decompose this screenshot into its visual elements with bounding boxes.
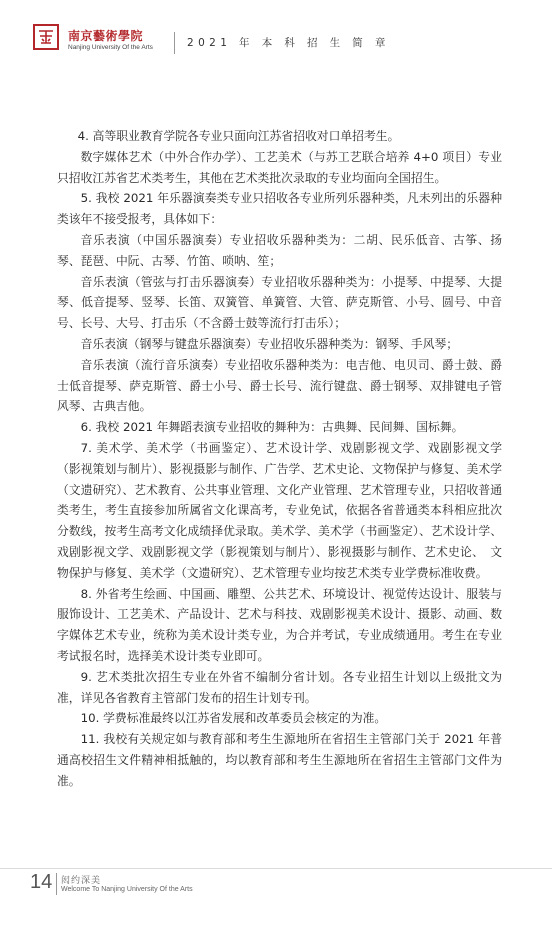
- page-header: [0, 0, 552, 70]
- document-body: [57, 126, 502, 792]
- university-name-en: Nanjing University Of the Arts: [68, 44, 153, 51]
- paragraph-6: 6. 我校 2021 年舞蹈表演专业招收的舞种为：古典舞、民间舞、国标舞。: [80, 420, 464, 435]
- header-divider: [174, 32, 175, 54]
- paragraph-5-pop-instruments: 音乐表演（流行音乐演奏）专业招收乐器种类为：电吉他、电贝司、爵士鼓、爵士低音提琴、萨克斯管、爵士小号、爵士长号、流行键盘、爵士钢琴、双排键电子管风琴、古典吉他。: [57, 357, 502, 414]
- page-number: 14: [30, 871, 53, 893]
- footer-divider: [56, 873, 57, 895]
- paragraph-5-orchestral-instruments: 音乐表演（管弦与打击乐器演奏）专业招收乐器种类为：小提琴、中提琴、大提琴、低音提琴、竖琴、长笛、双簧管、单簧管、大管、萨克斯管、小号、圆号、中音号、长号、大号、打击乐（不含爵士鼓等流行打击乐）；: [57, 274, 502, 331]
- paragraph-5-keyboard-instruments: 音乐表演（钢琴与键盘乐器演奏）专业招收乐器种类为：钢琴、手风琴；: [80, 336, 459, 351]
- university-name-cn: 南京藝術學院: [68, 29, 144, 43]
- paragraph-4: 4. 高等职业教育学院各专业只面向江苏省招收对口单招考生。: [77, 129, 400, 143]
- document-title: 2021 年 本 科 招 生 简 章: [187, 37, 390, 49]
- paragraph-10: 10. 学费标准最终以江苏省发展和改革委员会核定的为准。: [80, 711, 387, 726]
- footer-slogan-en: Welcome To Nanjing University Of the Arts: [61, 886, 193, 893]
- paragraph-8: 8. 外省考生绘画、中国画、雕塑、公共艺术、环境设计、视觉传达设计、服装与服饰设计、工艺美术、产品设计、艺术与科技、戏剧影视美术设计、摄影、动画、数字媒体艺术专业，统称为美术设计类专业，为合并考试，专业成绩通用。考生在专业考试报名时，选择美术设计类专业即可。: [57, 586, 502, 663]
- footer-slogan-cn: 闳约深美: [61, 876, 102, 886]
- paragraph-4-note: 数字媒体艺术（中外合作办学）、工艺美术（与苏工艺联合培养 4+0 项目）专业只招收江苏省艺术类考生，其他在艺术类批次录取的专业均面向全国招生。: [57, 149, 502, 185]
- footer-rule: [0, 868, 552, 869]
- paragraph-5-chinese-instruments: 音乐表演（中国乐器演奏）专业招收乐器种类为：二胡、民乐低音、古筝、扬琴、琵琶、中阮、古琴、竹笛、唢呐、笙；: [57, 232, 502, 268]
- paragraph-7: 7. 美术学、美术学（书画鉴定）、艺术设计学、戏剧影视文学、戏剧影视文学（影视策划与制片）、影视摄影与制作、广告学、艺术史论、文物保护与修复、美术学（文遗研究）、艺术教育、公共事业管理、文化产业管理、艺术管理专业，只招收普通类考生，考生直接参加所属省文化课高考，专业免试，依据各省普通类本科相应批次分数线，按考生高考文化成绩择优录取。美术学、美术学（书画鉴定）、艺术设计学、戏剧影视文学、戏剧影视文学（影视策划与制片）、影视摄影与制作、艺术史论、 文物保护与修复、美术学（文遗研究）、艺术管理专业均按艺术类专业学费标准收费。: [57, 440, 502, 580]
- university-logo-icon: [33, 24, 59, 50]
- paragraph-5: 5. 我校 2021 年乐器演奏类专业只招收各专业所列乐器种类，凡未列出的乐器种类该年不接受报考，具体如下：: [57, 191, 502, 227]
- paragraph-11: 11. 我校有关规定如与教育部和考生生源地所在省招生主管部门关于 2021 年普通高校招生文件精神相抵触的，均以教育部和考生生源地所在省招生主管部门文件为准。: [57, 732, 502, 788]
- paragraph-9: 9. 艺术类批次招生专业在外省不编制分省计划。各专业招生计划以上级批文为准，详见各省教育主管部门发布的招生计划专刊。: [57, 669, 502, 705]
